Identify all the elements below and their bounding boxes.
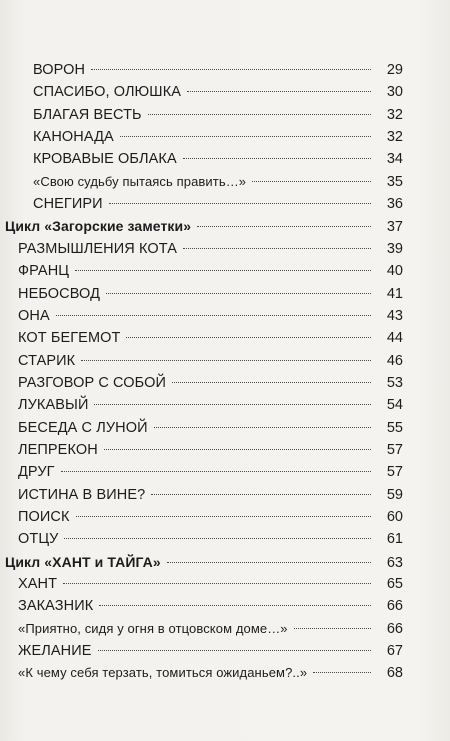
toc-entry-page-number: 66 [386,598,403,615]
toc-entry-title: ОТЦУ [18,531,59,548]
toc-entry [18,618,403,640]
toc-entry-page-number: 57 [386,441,403,458]
toc-entry-title: КРОВАВЫЕ ОБЛАКА [33,151,177,168]
toc-entry [18,662,403,684]
toc-entry-title: РАЗГОВОР С СОБОЙ [18,374,167,391]
toc-entry-title: «Приятно, сидя у огня в отцовском доме…» [18,620,288,636]
dot-leader [63,583,371,584]
toc-entry-page-number: 30 [386,84,403,101]
toc-entry-title: РАЗМЫШЛЕНИЯ КОТА [18,240,177,257]
toc-entry-title: «К чему себя терзать, томиться ожиданьем?..» [18,665,308,681]
toc-entry-title: КОТ БЕГЕМОТ [18,330,121,347]
toc-entry [33,126,403,148]
dot-leader [313,672,371,673]
dot-leader [148,114,371,115]
toc-entry-page-number: 61 [386,531,403,548]
dot-leader [56,315,371,316]
toc-entry [18,394,403,416]
toc-entry-title: ХАНТ [18,576,58,593]
toc-entry-title: СНЕГИРИ [33,196,103,213]
toc-entry-title: ЗАКАЗНИК [18,598,94,615]
dot-leader [151,494,371,495]
toc-entry-page-number: 41 [386,285,403,302]
toc-entry-title: БЛАГАЯ ВЕСТЬ [33,106,142,123]
toc-entry-page-number: 59 [386,486,403,503]
toc-entry [33,193,403,215]
toc-entry-title: ИСТИНА В ВИНЕ? [18,486,146,503]
toc-entry-page-number: 55 [386,419,403,436]
toc-entry [18,484,403,506]
dot-leader [106,293,371,294]
toc-entry-page-number: 63 [386,554,403,571]
dot-leader [183,248,371,249]
dot-leader [61,471,371,472]
dot-leader [81,360,371,361]
toc-entry [18,305,403,327]
toc-section-heading [5,215,403,237]
toc-entry-title: ДРУГ [18,464,55,481]
toc-entry [33,81,403,103]
toc-entry [33,148,403,170]
toc-entry-title: ВОРОН [33,62,86,78]
toc-entry-title: ОНА [18,307,50,324]
toc-entry-page-number: 37 [386,219,403,236]
toc-entry [18,640,403,662]
toc-entry-page-number: 39 [386,240,403,257]
toc-entry-page-number: 44 [386,330,403,347]
dot-leader [187,91,371,92]
toc-section-heading [5,551,403,573]
toc-entry-title: Цикл «ХАНТ и ТАЙГА» [5,553,161,570]
dot-leader [252,181,371,182]
toc-entry [18,506,403,528]
dot-leader [94,404,371,405]
dot-leader [76,516,371,517]
toc-entry-title: ФРАНЦ [18,263,70,280]
toc-entry-page-number: 68 [386,665,403,682]
toc-entry-page-number: 67 [386,643,403,660]
toc-entry [33,171,403,193]
toc-entry-title: СТАРИК [18,352,76,369]
toc-entry [18,350,403,372]
toc-entry [18,238,403,260]
toc-entry-page-number: 54 [386,397,403,414]
toc-entry-page-number: 57 [386,464,403,481]
dot-leader [120,136,371,137]
toc-entry-title: НЕБОСВОД [18,285,101,302]
toc-entry-title: КАНОНАДА [33,129,114,146]
toc-entry-page-number: 43 [386,307,403,324]
toc-entry [33,104,403,126]
toc-entry [18,283,403,305]
toc-entry [18,461,403,483]
toc-entry-title: ЛЕПРЕКОН [18,441,98,458]
dot-leader [109,203,371,204]
toc-entry-page-number: 66 [386,620,403,637]
toc-entry [18,372,403,394]
toc-entry [18,327,403,349]
toc-entry-page-number: 32 [386,106,403,123]
toc-entry-page-number: 53 [386,374,403,391]
toc-entry [18,595,403,617]
toc-entry-page-number: 40 [386,263,403,280]
toc-entry [18,528,403,550]
toc-entry-title: ЖЕЛАНИЕ [18,643,92,660]
toc-entry-title: СПАСИБО, ОЛЮШКА [33,84,182,101]
dot-leader [197,226,371,227]
dot-leader [104,449,371,450]
dot-leader [64,538,371,539]
toc-entry-page-number: 34 [386,151,403,168]
dot-leader [294,628,371,629]
toc-entry [18,260,403,282]
toc-entry-title: БЕСЕДА С ЛУНОЙ [18,419,148,436]
toc-entry [18,439,403,461]
toc-entry-page-number: 29 [386,62,403,78]
dot-leader [75,270,371,271]
dot-leader [154,427,371,428]
dot-leader [91,69,371,70]
toc-entry [18,573,403,595]
toc-entry-title: Цикл «Загорские заметки» [5,218,192,235]
dot-leader [183,158,371,159]
dot-leader [167,562,371,563]
dot-leader [126,337,371,338]
toc-entry-page-number: 46 [386,352,403,369]
toc-entry [18,417,403,439]
toc-entry-page-number: 65 [386,576,403,593]
dot-leader [172,382,371,383]
toc-entry-page-number: 32 [386,129,403,146]
toc-entry-page-number: 36 [386,196,403,213]
toc-entry-title: «Свою судьбу пытаясь править…» [33,173,247,189]
toc-entry-page-number: 35 [386,173,403,190]
toc-entry-title: ЛУКАВЫЙ [18,397,89,414]
dot-leader [98,650,371,651]
dot-leader [99,605,371,606]
toc-entry-title: ПОИСК [18,509,70,525]
toc-entry [33,59,403,81]
toc-entry-page-number: 60 [386,509,403,525]
